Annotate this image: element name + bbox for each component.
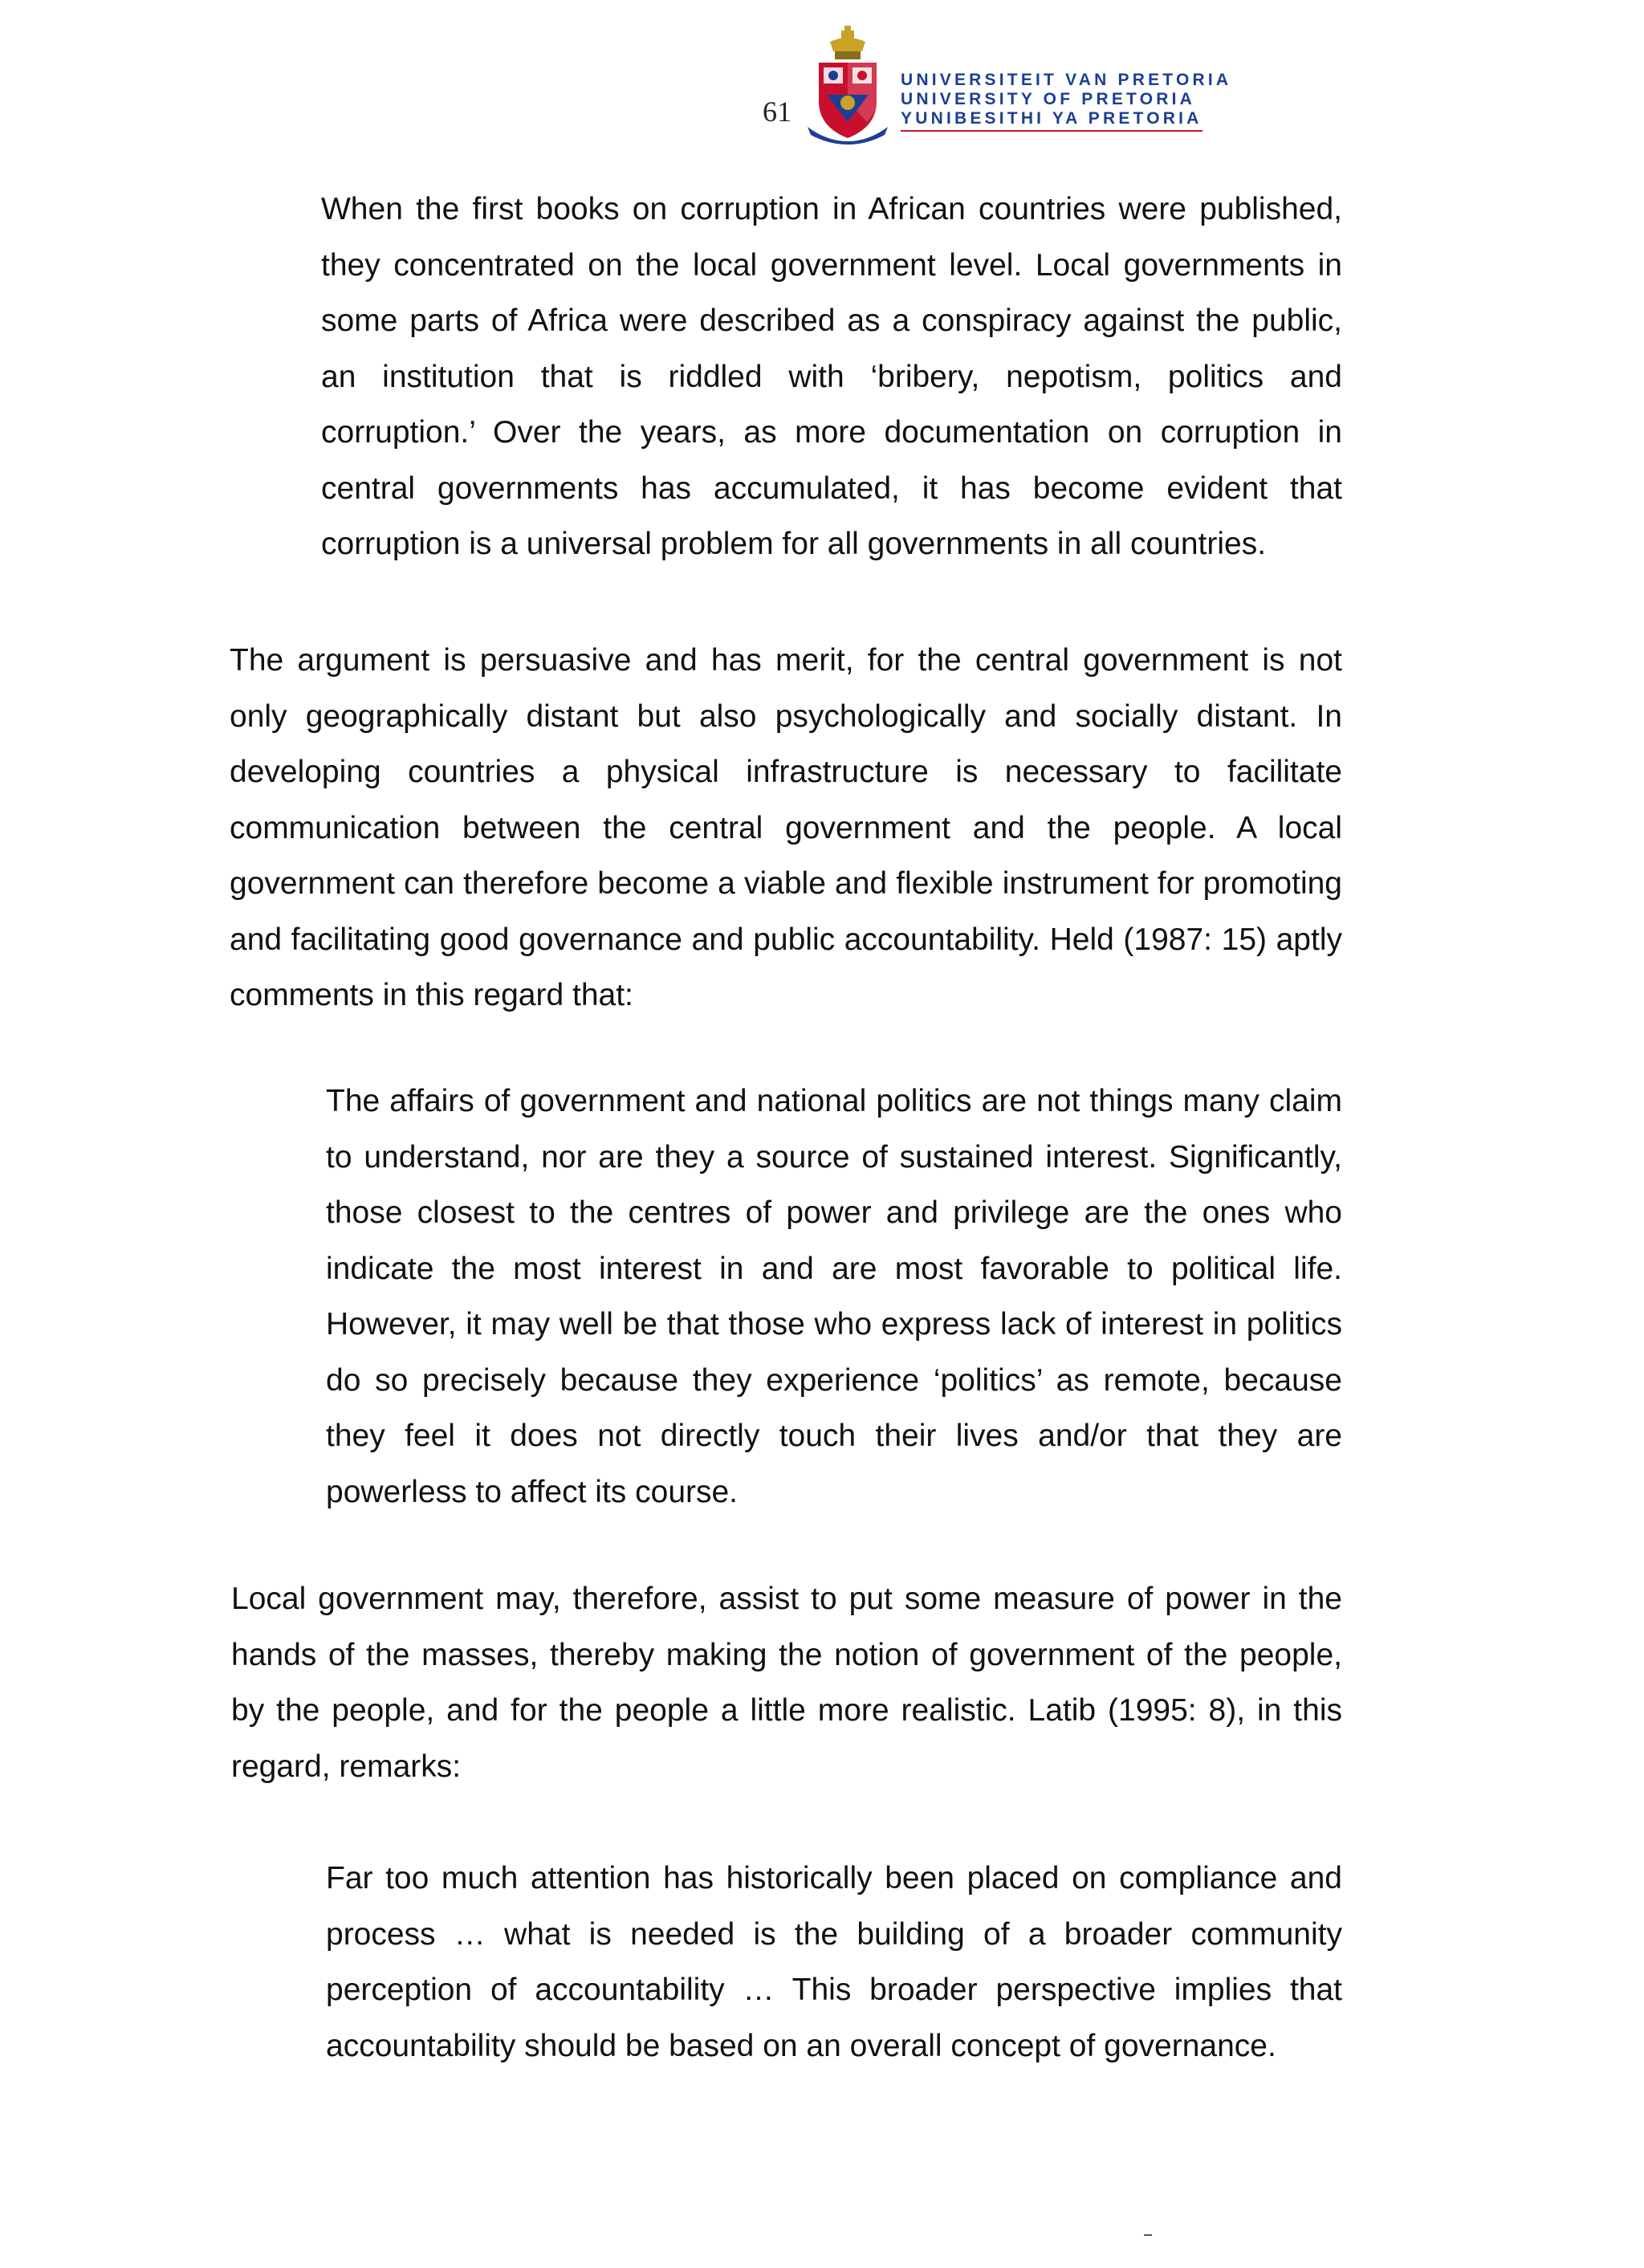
block-quote-held: The affairs of government and national politics are not things many claim to understand, nor are they a source of sustained interest. Significantly, those closest to the centres of power and privilege are the ones who indicate the most interest in and are most favorable to political life. However, it may well be that those who express lack of interest in politics do so precisely because they experience ‘politics’ as remote, because they feel it does not directly touch their lives and/or that they are powerless to affect its course. xyxy=(326,1084,1342,1509)
university-name-afrikaans: UNIVERSITEIT VAN PRETORIA xyxy=(901,71,1232,89)
university-crest-icon xyxy=(803,24,893,145)
page-number: 61 xyxy=(763,96,791,128)
body-paragraph-2: The argument is persuasive and has merit, for the central government is not only geographically distant but also psychologically and socially distant. In developing countries a physical infrastructure is necessary to facilitate communication between the central government and the people. A local government can therefore become a viable and flexible instrument for promoting and facilitating good governance and public accountability. Held (1987: 15) aptly comments in this regard that: xyxy=(230,643,1342,1012)
body-paragraph-1: When the first books on corruption in African countries were published, they concentrated on the local government level. Local governments in some parts of Africa were described as a conspiracy against the public, an institution that is riddled with ‘bribery, nepotism, politics and corruption.’ Over the years, as more documentation on corruption in central governments has accumulated, it has become evident that corruption is a universal problem for all governments in all countries. xyxy=(321,192,1342,561)
block-quote-latib: Far too much attention has historically been placed on compliance and process … what is needed is the building of a broader community perception of accountability … This broader perspective implies that accountability should be based on an overall concept of governance. xyxy=(326,1861,1342,2063)
university-name-sepedi: YUNIBESITHI YA PRETORIA xyxy=(901,109,1202,132)
university-names xyxy=(901,71,1231,128)
footer-mark xyxy=(1144,2234,1152,2236)
university-name-english: UNIVERSITY OF PRETORIA xyxy=(901,90,1195,108)
body-paragraph-3: Local government may, therefore, assist to put some measure of power in the hands of the masses, thereby making the notion of government of the people, by the people, and for the people a little more realistic. Latib (1995: 8), in this regard, remarks: xyxy=(231,1582,1342,1784)
